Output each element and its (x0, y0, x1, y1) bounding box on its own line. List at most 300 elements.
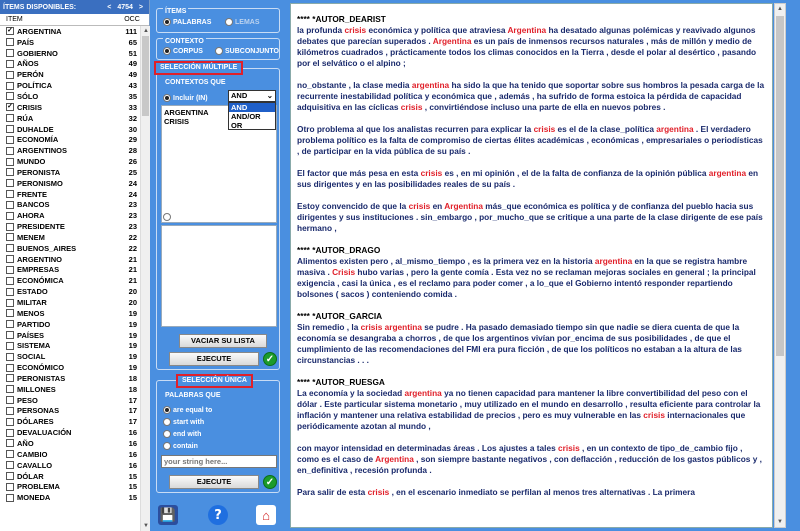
highlighted-term: crisis (558, 443, 580, 453)
list-item[interactable] (0, 351, 140, 362)
highlighted-term: crisis (420, 168, 443, 178)
text-run: no_obstante , la clase media (297, 80, 412, 90)
list-item-occ: 65 (128, 37, 137, 47)
text-run: se pudre . Ha pasado demasiado tiempo sin que nadie se diera cuenta de que la economía se desangraba a chorros , de que los argentinos vivían por_encima de sus posibilidades , de que el cumplimiento de las recomendaciones del FMI era pura ficción , de que los políticos no estaban a la altura de las circunstancias . . . (297, 322, 742, 365)
list-item[interactable] (0, 243, 140, 254)
highlighted-term: crisis (367, 487, 390, 497)
checkbox[interactable] (6, 114, 14, 122)
list-item-name: ARGENTINO (17, 254, 62, 264)
list-item-name: PERONISTAS (17, 373, 66, 383)
scrollbar-thumb[interactable] (776, 16, 784, 356)
highlighted-term: Argentina (444, 201, 483, 211)
scroll-down-icon[interactable]: ▼ (143, 523, 149, 529)
document-paragraph (297, 311, 766, 366)
list-item-name: DEVALUACIÓN (17, 428, 72, 438)
radio-palabras-label: PALABRAS (173, 18, 212, 26)
checkbox[interactable] (6, 38, 14, 46)
author-tag: **** *AUTOR_DEARIST (297, 14, 386, 24)
list-item-name: MENEM (17, 232, 45, 242)
list-item-occ: 51 (128, 48, 137, 58)
list-item-occ: 30 (128, 124, 137, 134)
list-item-name: ECONÓMICO (17, 363, 65, 373)
checkbox[interactable] (6, 450, 14, 458)
list-item-name: ECONOMÍA (17, 135, 59, 145)
list-item-occ: 21 (128, 265, 137, 275)
options-panel (150, 0, 285, 531)
highlighted-term: argentina (656, 124, 694, 134)
list-item[interactable] (0, 481, 140, 492)
list-item-name: PESO (17, 395, 38, 405)
radio-lemas-label: LEMAS (235, 18, 260, 26)
list-item-occ: 16 (128, 438, 137, 448)
list-item-occ: 18 (128, 384, 137, 394)
list-item-name: AÑO (17, 438, 34, 448)
author-tag: **** *AUTOR_GARCIA (297, 311, 383, 321)
list-item[interactable] (0, 471, 140, 482)
list-item[interactable] (0, 145, 140, 156)
radio-subconjunto[interactable] (215, 47, 279, 55)
checkbox[interactable] (6, 309, 14, 317)
list-item-occ: 20 (128, 287, 137, 297)
text-run: en sus dirigentes y en las posibilidades reales de su país . (297, 168, 759, 189)
list-item-occ: 21 (128, 254, 137, 264)
list-item-name: PERONISTA (17, 167, 61, 177)
list-item-name: DUHALDE (17, 124, 54, 134)
list-item-name: CAVALLO (17, 460, 53, 470)
checkbox[interactable] (6, 255, 14, 263)
list-item[interactable] (0, 460, 140, 471)
list-item-occ: 19 (128, 341, 137, 351)
items-list (0, 26, 140, 503)
list-item-occ: 15 (128, 471, 137, 481)
list-item-name: GOBIERNO (17, 48, 58, 58)
list-item-occ: 21 (128, 276, 137, 286)
radio-empty-icon (163, 418, 171, 426)
list-item-occ: 16 (128, 460, 137, 470)
list-item-name: BUENOS_AIRES (17, 243, 77, 253)
list-item[interactable] (0, 189, 140, 200)
text-run: la profunda (297, 25, 345, 35)
list-item-occ: 23 (128, 211, 137, 221)
list-item[interactable] (0, 200, 140, 211)
checkbox[interactable] (6, 483, 14, 491)
checkbox[interactable] (6, 266, 14, 274)
list-item-occ: 20 (128, 298, 137, 308)
list-item[interactable] (0, 308, 140, 319)
items-header (0, 0, 149, 14)
highlighted-term: argentina (404, 388, 442, 398)
chevron-down-icon: ⌄ (266, 91, 273, 100)
radio-include-label: Incluir (IN) (173, 94, 208, 102)
document-paragraph (297, 377, 766, 432)
text-run: es , en mi opinión , el de la falta de confianza de la opinión pública (442, 168, 709, 178)
text-run: ha sido la que ha tenido que soportar sobre sus hombros la pesada carga de la recurrente inestabilidad política y económica que , además , ha sufrido de forma estoica la pérdida de capacidad adquisitiva en las cíclicas (297, 80, 765, 112)
list-item-occ: 19 (128, 363, 137, 373)
list-item-name: AÑOS (17, 59, 39, 69)
list-item-name: BANCOS (17, 200, 50, 210)
highlighted-term: argentina (411, 80, 450, 90)
list-item-occ: 43 (128, 81, 137, 91)
list-item-name: SÓLO (17, 91, 39, 101)
list-item-name: MONEDA (17, 493, 51, 503)
checkbox[interactable] (6, 472, 14, 480)
document-paragraph (297, 124, 766, 157)
items-panel (0, 0, 150, 531)
next-page-button[interactable]: > (138, 3, 143, 11)
list-item[interactable] (0, 48, 140, 59)
words-label: PALABRAS QUE (165, 392, 221, 399)
list-item[interactable] (0, 232, 140, 243)
checkbox[interactable] (6, 385, 14, 393)
list-item-occ: 22 (128, 232, 137, 242)
radio-empty-icon (163, 442, 171, 450)
document-paragraph (297, 14, 766, 69)
list-item-name: RÚA (17, 113, 34, 123)
radio-empty-icon (225, 18, 233, 26)
radio-end[interactable] (163, 430, 201, 438)
include-item[interactable]: CRISIS (164, 117, 190, 126)
execute-multi-button[interactable]: EJECUTE (169, 352, 259, 366)
highlighted-term: crisis (533, 124, 556, 134)
radio-exclude-label: Excluir (OUT) - NOT (173, 213, 239, 221)
list-item-name: PRESIDENTE (17, 222, 65, 232)
list-item-occ: 49 (128, 70, 137, 80)
radio-start-label: start with (173, 418, 205, 426)
operator-option[interactable]: AND/OR (231, 112, 261, 121)
list-item[interactable] (0, 265, 140, 276)
checkbox[interactable] (6, 168, 14, 176)
context-group-title: CONTEXTO (165, 38, 204, 45)
list-item[interactable] (0, 221, 140, 232)
list-item[interactable] (0, 254, 140, 265)
list-item-name: CRISIS (17, 102, 43, 112)
list-item-name: MILLONES (17, 384, 56, 394)
checkbox[interactable] (6, 374, 14, 382)
ok-icon[interactable]: ✓ (263, 352, 277, 366)
scrollbar-thumb[interactable] (142, 36, 149, 116)
list-item[interactable] (0, 406, 140, 417)
checkbox[interactable] (6, 331, 14, 339)
list-item-occ: 18 (128, 373, 137, 383)
checkbox[interactable] (6, 439, 14, 447)
checkbox[interactable] (6, 407, 14, 415)
checkbox[interactable] (6, 418, 14, 426)
list-item-occ: 33 (128, 102, 137, 112)
highlighted-term: Argentina (432, 36, 472, 46)
list-item-occ: 17 (128, 417, 137, 427)
text-run: , en un contexto de tipo_de_cambio fijo , como es el caso de (297, 443, 743, 464)
document-paragraph (297, 168, 766, 190)
text-run: en la que se registra hambre masiva . (297, 256, 748, 277)
list-item-occ: 25 (128, 167, 137, 177)
radio-empty-icon (215, 47, 223, 55)
list-item-name: ESTADO (17, 287, 48, 297)
text-run: Otro problema al que los analistas recurren para explicar la (297, 124, 534, 134)
radio-exclude[interactable] (163, 213, 239, 221)
list-column-header (0, 14, 149, 26)
checkbox[interactable] (6, 212, 14, 220)
radio-selected-icon (163, 18, 171, 26)
highlighted-term: crisis (643, 410, 665, 420)
highlighted-term: crisis argentina (360, 322, 422, 332)
list-item-occ: 32 (128, 113, 137, 123)
list-item-name: ECONÓMICA (17, 276, 64, 286)
checkbox-checked-icon[interactable]: ✓ (7, 103, 13, 111)
list-item-occ: 19 (128, 352, 137, 362)
text-run: . El verdadero problema político es la falta de compromiso de ciertas élites académicas , económicas , empresariales o periodísticas , de participar en la vida pública de su país . (297, 124, 763, 156)
list-item[interactable] (0, 113, 140, 124)
help-icon[interactable]: ? (208, 505, 228, 525)
highlighted-term: Argentina (375, 454, 414, 464)
list-item[interactable] (0, 37, 140, 48)
text-run: , convirtiéndose incluso una parte de ella en nuevos pobres . (422, 102, 666, 112)
author-tag: **** *AUTOR_RUESGA (297, 377, 385, 387)
list-item-name: PARTIDO (17, 319, 51, 329)
items-count: 4754 (117, 3, 133, 11)
text-run: es el de la clase_política (555, 124, 657, 134)
radio-include[interactable] (163, 94, 208, 102)
list-item-occ: 24 (128, 189, 137, 199)
document-paragraph (297, 245, 766, 300)
radio-selected-icon (163, 406, 171, 414)
checkbox[interactable] (6, 60, 14, 68)
list-item-occ: 22 (128, 243, 137, 253)
list-item[interactable] (0, 91, 140, 102)
checkbox[interactable] (6, 244, 14, 252)
list-item[interactable] (0, 102, 140, 113)
radio-empty-icon (163, 430, 171, 438)
highlighted-term: argentina (708, 168, 747, 178)
list-item-occ: 35 (128, 91, 137, 101)
execute-single-button[interactable]: EJECUTE (169, 475, 259, 489)
document-paragraph (297, 80, 766, 113)
multi-selection-title: SELECCIÓN MÚLTIPLE (154, 61, 243, 75)
checkbox[interactable] (6, 299, 14, 307)
list-item[interactable] (0, 492, 140, 503)
list-item[interactable] (0, 362, 140, 373)
checkbox[interactable] (6, 158, 14, 166)
list-item-name: EMPRESAS (17, 265, 60, 275)
list-item-name: MUNDO (17, 157, 46, 167)
checkbox[interactable] (6, 190, 14, 198)
list-item-name: POLÍTICA (17, 81, 52, 91)
checkbox[interactable] (6, 429, 14, 437)
save-icon[interactable]: 💾 (158, 505, 178, 525)
highlighted-term: Argentina (507, 25, 547, 35)
list-item-occ: 19 (128, 330, 137, 340)
list-item-occ: 26 (128, 157, 137, 167)
checkbox-checked-icon[interactable]: ✓ (7, 27, 13, 35)
list-item-occ: 15 (128, 482, 137, 492)
document-text[interactable] (290, 3, 773, 528)
document-scrollbar[interactable] (774, 3, 786, 528)
list-item[interactable] (0, 330, 140, 341)
list-item-occ: 19 (128, 308, 137, 318)
list-item-name: DÓLAR (17, 471, 44, 481)
list-item[interactable] (0, 416, 140, 427)
list-item-name: MENOS (17, 308, 45, 318)
radio-corpus[interactable] (163, 47, 203, 55)
text-run: Estoy convencido de que la (297, 201, 409, 211)
highlighted-term: crisis (408, 201, 431, 211)
list-item-name: CAMBIO (17, 449, 48, 459)
text-run: internacionales que periódicamente azotan al mundo , (297, 410, 746, 431)
search-string-input[interactable] (161, 455, 277, 468)
list-item[interactable] (0, 438, 140, 449)
list-item[interactable] (0, 275, 140, 286)
text-run: más_que económica es política y de confianza del pueblo hacia sus dirigentes y sus instituciones . sin_embargo , por_mucho_que se critique a una parte de la clase dirigente de ese país hermano , (297, 201, 763, 233)
checkbox[interactable] (6, 364, 14, 372)
checkbox[interactable] (6, 125, 14, 133)
highlighted-term: Crisis (332, 267, 356, 277)
checkbox[interactable] (6, 461, 14, 469)
operator-option[interactable]: OR (231, 121, 243, 130)
operator-option[interactable]: AND (229, 103, 275, 112)
document-panel (287, 0, 800, 531)
checkbox[interactable] (6, 201, 14, 209)
clear-list-button[interactable]: VACIAR SU LISTA (179, 334, 267, 348)
exclude-list[interactable] (161, 225, 277, 327)
radio-subconjunto-label: SUBCONJUNTO (225, 47, 279, 55)
checkbox[interactable] (6, 71, 14, 79)
list-item[interactable] (0, 178, 140, 189)
list-item[interactable] (0, 80, 140, 91)
radio-palabras[interactable] (163, 18, 211, 26)
radio-corpus-label: CORPUS (173, 47, 203, 55)
list-item[interactable] (0, 340, 140, 351)
list-item-occ: 17 (128, 406, 137, 416)
list-item[interactable] (0, 59, 140, 70)
radio-selected-icon (163, 94, 171, 102)
highlighted-term: crisis (344, 25, 367, 35)
list-item[interactable] (0, 427, 140, 438)
prev-page-button[interactable]: < (107, 3, 112, 11)
checkbox[interactable] (6, 179, 14, 187)
list-item[interactable] (0, 449, 140, 460)
radio-end-label: end with (173, 430, 202, 438)
checkbox[interactable] (6, 320, 14, 328)
operator-options[interactable] (228, 102, 276, 130)
radio-empty-icon (163, 213, 171, 221)
list-item-name: SOCIAL (17, 352, 46, 362)
list-item[interactable] (0, 26, 140, 37)
author-tag: **** *AUTOR_DRAGO (297, 245, 381, 255)
include-item[interactable]: ARGENTINA (164, 108, 209, 117)
list-item[interactable] (0, 373, 140, 384)
list-item-name: PROBLEMA (17, 482, 60, 492)
list-item-name: PAÍSES (17, 330, 44, 340)
list-item[interactable] (0, 124, 140, 135)
column-item[interactable]: ITEM (6, 16, 23, 23)
scroll-up-icon[interactable]: ▲ (143, 28, 149, 34)
text-run: con mayor intensidad en determinadas áreas . Los ajustes a tales (297, 443, 558, 453)
radio-selected-icon (163, 47, 171, 55)
radio-contain-label: contain (173, 442, 198, 450)
list-item[interactable] (0, 297, 140, 308)
checkbox[interactable] (6, 353, 14, 361)
ok-icon[interactable]: ✓ (263, 475, 277, 489)
checkbox[interactable] (6, 82, 14, 90)
highlighted-term: crisis (400, 102, 423, 112)
list-item[interactable] (0, 210, 140, 221)
list-item-name: SISTEMA (17, 341, 51, 351)
document-paragraph (297, 443, 766, 476)
list-item-occ: 17 (128, 395, 137, 405)
list-item-occ: 49 (128, 59, 137, 69)
list-item-name: ARGENTINOS (17, 146, 68, 156)
scroll-down-icon[interactable]: ▼ (777, 519, 783, 525)
checkbox[interactable] (6, 92, 14, 100)
text-run: hubo varias , pero la gente comía . Esta vez no se reclaman mejoras sociales en general ; la principal exigencia , casi la única , es el reclamo para poder comer , a lo_que el Gobierno intentó responder repartiendo bolsones ( sacos ) conteniendo comida . (297, 267, 756, 299)
checkbox[interactable] (6, 49, 14, 57)
list-item-name: PAÍS (17, 37, 34, 47)
list-item[interactable] (0, 286, 140, 297)
list-item-name: AHORA (17, 211, 45, 221)
list-item-occ: 15 (128, 493, 137, 503)
list-item[interactable] (0, 319, 140, 330)
scroll-up-icon[interactable]: ▲ (777, 6, 783, 12)
list-item[interactable] (0, 395, 140, 406)
text-run: Sin remedio , la (297, 322, 361, 332)
column-occ[interactable]: OCC (124, 16, 140, 23)
list-item[interactable] (0, 167, 140, 178)
list-item[interactable] (0, 384, 140, 395)
list-item-name: PERSONAS (17, 406, 60, 416)
text-run: Para salir de esta (297, 487, 368, 497)
list-item-occ: 23 (128, 222, 137, 232)
checkbox[interactable] (6, 396, 14, 404)
list-item-occ: 16 (128, 449, 137, 459)
items-header-label: ÍTEMS DISPONIBLES: (3, 3, 77, 11)
checkbox[interactable] (6, 136, 14, 144)
checkbox[interactable] (6, 147, 14, 155)
list-item-name: ARGENTINA (17, 26, 62, 36)
contexts-label: CONTEXTOS QUE (165, 79, 226, 86)
list-item-name: PERÓN (17, 70, 44, 80)
checkbox[interactable] (6, 342, 14, 350)
radio-contain[interactable] (163, 442, 198, 450)
home-icon[interactable]: ⌂ (256, 505, 276, 525)
list-item[interactable] (0, 69, 140, 80)
list-item-occ: 28 (128, 146, 137, 156)
list-item-occ: 29 (128, 135, 137, 145)
single-selection-title: SELECCIÓN ÚNICA (176, 374, 253, 388)
text-run: , en el escenario inmediato se perfilan al menos tres alternativas . La primera (389, 487, 695, 497)
checkbox[interactable] (6, 277, 14, 285)
checkbox[interactable] (6, 288, 14, 296)
text-run: económica y política que atraviesa (366, 25, 508, 35)
list-item-occ: 16 (128, 428, 137, 438)
operator-select[interactable] (228, 90, 276, 102)
list-item-name: MILITAR (17, 298, 47, 308)
list-item[interactable] (0, 134, 140, 145)
radio-start[interactable] (163, 418, 204, 426)
items-scrollbar[interactable] (140, 26, 150, 531)
text-run: Alimentos existen pero , al_mismo_tiempo , es la primera vez en la historia (297, 256, 595, 266)
radio-equal[interactable] (163, 406, 212, 414)
checkbox[interactable] (6, 494, 14, 502)
list-item-occ: 23 (128, 200, 137, 210)
list-item-name: PERONISMO (17, 178, 63, 188)
single-selection-group (156, 380, 280, 493)
operator-select-value: AND (231, 91, 248, 100)
checkbox[interactable] (6, 233, 14, 241)
list-item[interactable] (0, 156, 140, 167)
radio-lemas[interactable] (225, 18, 260, 26)
checkbox[interactable] (6, 223, 14, 231)
items-group (156, 8, 280, 33)
text-run: es un país de inmensos recursos naturales , más de millón y medio de kilómetros cuadrados , prácticamente todos los climas conocidos en la Tierra , desde el polar al desértico , pasando por el selvático o el alpino ; (297, 36, 757, 68)
